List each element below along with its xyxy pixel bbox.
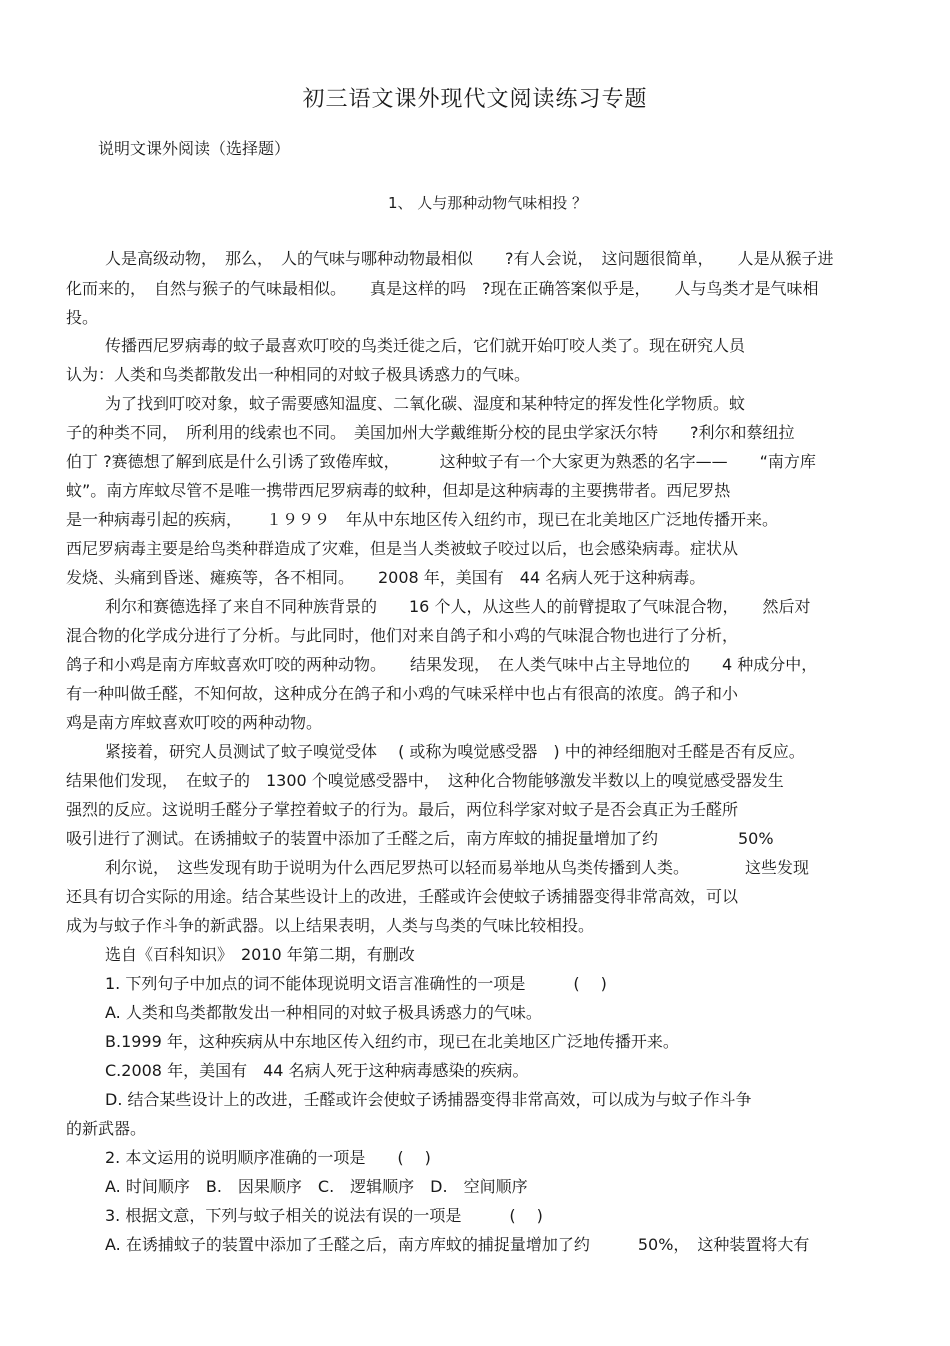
paragraph-line: 成为与蚊子作斗争的新武器。以上结果表明，人类与鸟类的气味比较相投。 (66, 916, 595, 935)
question-1: 1. 下列句子中加点的词不能体现说明文语言准确性的一项是 ( ) (105, 974, 607, 993)
paragraph-line: 利尔说， 这些发现有助于说明为什么西尼罗热可以轻而易举地从鸟类传播到人类。 这些发现 (105, 858, 810, 877)
paragraph-line: 子的种类不同， 所利用的线索也不同。 美国加州大学戴维斯分校的昆虫学家沃尔特 ?利尔和蔡纽拉 (66, 423, 795, 442)
question-1-option-c: C.2008 年，美国有 44 名病人死于这种病毒感染的疾病。 (105, 1061, 529, 1080)
paragraph-line: 鸽子和小鸡是南方库蚊喜欢叮咬的两种动物。 结果发现， 在人类气味中占主导地位的 4 种成分中， (66, 655, 818, 674)
paragraph-line: 发烧、头痛到昏迷、瘫痪等，各不相同。 2008 年，美国有 44 名病人死于这种病毒。 (66, 568, 706, 587)
paragraph-line: 传播西尼罗病毒的蚊子最喜欢叮咬的鸟类迁徙之后，它们就开始叮咬人类了。现在研究人员 (105, 336, 746, 355)
paragraph-line: 鸡是南方库蚊喜欢叮咬的两种动物。 (66, 713, 323, 732)
paragraph-line: 投。 (66, 308, 99, 327)
paragraph-line: 是一种病毒引起的疾病， １９９９ 年从中东地区传入纽约市，现已在北美地区广泛地传播开来。 (66, 510, 779, 529)
paragraph-line: 认为：人类和鸟类都散发出一种相同的对蚊子极具诱惑力的气味。 (66, 365, 531, 384)
paragraph-line: 人是高级动物， 那么， 人的气味与哪种动物最相似 ?有人会说， 这问题很简单， 人是从猴子进 (105, 249, 834, 268)
question-1-option-b: B.1999 年，这种疾病从中东地区传入纽约市，现已在北美地区广泛地传播开来。 (105, 1032, 679, 1051)
question-2: 2. 本文运用的说明顺序准确的一项是 ( ) (105, 1148, 431, 1167)
paragraph-line: 西尼罗病毒主要是给鸟类种群造成了灾难，但是当人类被蚊子咬过以后，也会感染病毒。症状从 (66, 539, 739, 558)
paragraph-line: 化而来的， 自然与猴子的气味最相似。 真是这样的吗 ?现在正确答案似乎是， 人与鸟类才是气味相 (66, 279, 819, 298)
paragraph-line: 强烈的反应。这说明壬醛分子掌控着蚊子的行为。最后，两位科学家对蚊子是否会真正为壬醛所 (66, 800, 739, 819)
paragraph-line: 还具有切合实际的用途。结合某些设计上的改进，壬醛或许会使蚊子诱捕器变得非常高效，可以 (66, 887, 739, 906)
question-3-option-a: A. 在诱捕蚊子的装置中添加了壬醛之后，南方库蚊的捕捉量增加了约 50%， 这种装置将大有 (105, 1235, 810, 1254)
source-citation: 选自《百科知识》 2010 年第二期，有删改 (105, 945, 415, 964)
paragraph-line: 伯丁 ?赛德想了解到底是什么引诱了致倦库蚊， 这种蚊子有一个大家更为熟悉的名字—— “南方库 (66, 452, 816, 471)
paragraph-line: 蚊”。南方库蚊尽管不是唯一携带西尼罗病毒的蚊种，但却是这种病毒的主要携带者。西尼罗热 (66, 481, 731, 500)
question-1-option-a: A. 人类和鸟类都散发出一种相同的对蚊子极具诱惑力的气味。 (105, 1003, 542, 1022)
article-title: 1、 人与那种动物气味相投 ？ (387, 194, 588, 212)
paragraph-line: 结果他们发现， 在蚊子的 1300 个嗅觉感受器中， 这种化合物能够激发半数以上的嗅觉感受器发生 (66, 771, 784, 790)
question-1-option-d: D. 结合某些设计上的改进，壬醛或许会使蚊子诱捕器变得非常高效，可以成为与蚊子作斗争 (105, 1090, 752, 1109)
paragraph-line: 利尔和赛德选择了来自不同种族背景的 16 个人，从这些人的前臂提取了气味混合物， 然后对 (105, 597, 811, 616)
paragraph-line: 混合物的化学成分进行了分析。与此同时，他们对来自鸽子和小鸡的气味混合物也进行了分析， (66, 626, 739, 645)
paragraph-line: 紧接着，研究人员测试了蚊子嗅觉受体 ( 或称为嗅觉感受器 ) 中的神经细胞对壬醛是否有反应。 (105, 742, 805, 761)
question-2-options: A. 时间顺序 B. 因果顺序 C. 逻辑顺序 D. 空间顺序 (105, 1177, 528, 1196)
page-title: 初三语文课外现代文阅读练习专题 (302, 87, 648, 112)
paragraph-line: 有一种叫做壬醛，不知何故，这种成分在鸽子和小鸡的气味采样中也占有很高的浓度。鸽子和小 (66, 684, 739, 703)
paragraph-line: 吸引进行了测试。在诱捕蚊子的装置中添加了壬醛之后，南方库蚊的捕捉量增加了约 50% (66, 829, 774, 848)
section-subtitle: 说明文课外阅读（选择题） (98, 139, 291, 158)
question-3: 3. 根据文意，下列与蚊子相关的说法有误的一项是 ( ) (105, 1206, 543, 1225)
paragraph-line: 为了找到叮咬对象，蚊子需要感知温度、二氧化碳、湿度和某种特定的挥发性化学物质。蚊 (105, 394, 746, 413)
question-1-option-d-cont: 的新武器。 (66, 1119, 147, 1138)
